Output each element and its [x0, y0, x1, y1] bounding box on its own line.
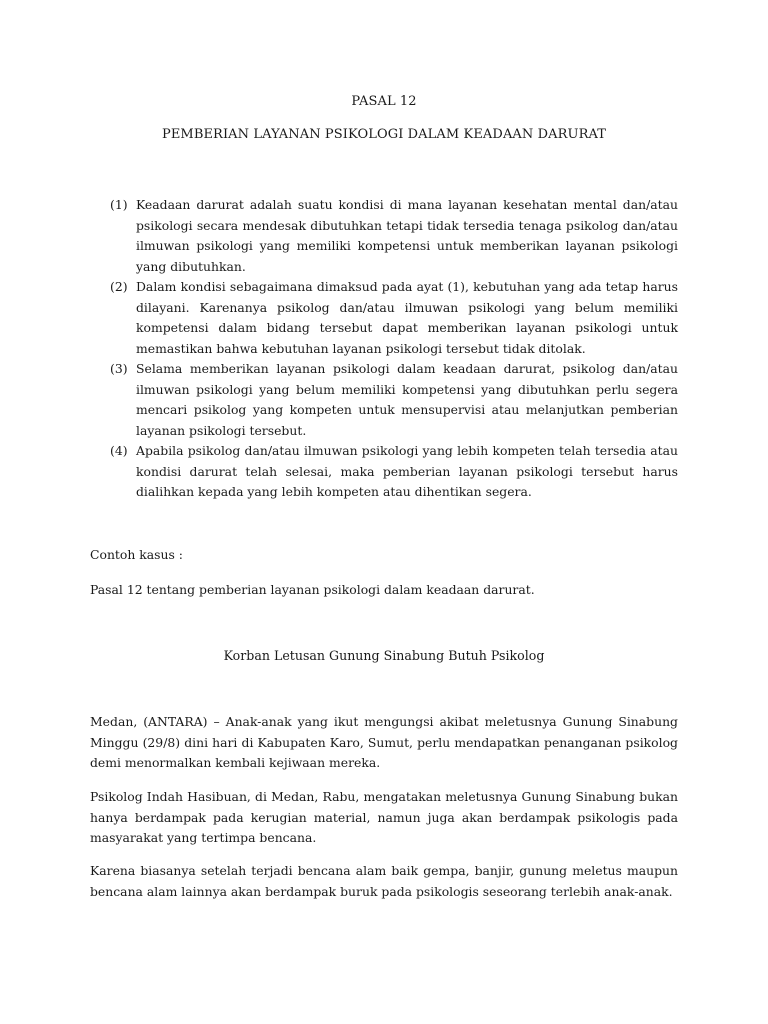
clause-number: (2) [110, 279, 128, 294]
clause-number: (3) [110, 361, 128, 376]
clause-item [110, 359, 678, 441]
document-title: PASAL 12 [351, 94, 417, 109]
news-paragraph: Medan, (ANTARA) – Anak-anak yang ikut mengungsi akibat meletusnya Gunung Sinabung Minggu (29/8) dini hari di Kabupaten Karo, Sumut, perlu mendapatkan penanganan psikolog demi menormalkan kembali kejiwaan mereka. [90, 714, 678, 770]
clause-text: Keadaan darurat adalah suatu kondisi di mana layanan kesehatan mental dan/atau psikologi secara mendesak dibutuhkan tetapi tidak tersedia tenaga psikolog dan/atau ilmuwan psikologi yang memiliki kompetensi untuk memberikan layanan psikologi yang dibutuhkan. [136, 197, 678, 274]
news-paragraph: Karena biasanya setelah terjadi bencana alam baik gempa, banjir, gunung meletus maupun bencana alam lainnya akan berdampak buruk pada psikologis seseorang terlebih anak-anak. [90, 863, 678, 899]
document-subtitle: PEMBERIAN LAYANAN PSIKOLOGI DALAM KEADAAN DARURAT [161, 127, 607, 142]
clause-item [110, 441, 678, 503]
news-article-title: Korban Letusan Gunung Sinabung Butuh Psikolog [223, 648, 545, 663]
clause-number: (4) [110, 443, 128, 458]
pasal-note: Pasal 12 tentang pemberian layanan psikologi dalam keadaan darurat. [90, 582, 535, 597]
clause-item [110, 277, 678, 359]
news-paragraph: Psikolog Indah Hasibuan, di Medan, Rabu, mengatakan meletusnya Gunung Sinabung bukan hanya berdampak pada kerugian material, namun juga akan berdampak psikologis pada masyarakat yang tertimpa bencana. [90, 789, 678, 845]
clause-text: Apabila psikolog dan/atau ilmuwan psikologi yang lebih kompeten telah tersedia atau kondisi darurat telah selesai, maka pemberian layanan psikologi tersebut harus dialihkan kepada yang lebih kompeten atau dihentikan segera. [136, 443, 678, 499]
example-case-label: Contoh kasus : [90, 547, 183, 562]
clause-text: Selama memberikan layanan psikologi dalam keadaan darurat, psikolog dan/atau ilmuwan psikologi yang belum memiliki kompetensi yang dibutuhkan perlu segera mencari psikolog yang kompeten untuk mensupervisi atau melanjutkan pemberian layanan psikologi tersebut. [136, 361, 678, 438]
clause-number: (1) [110, 197, 128, 212]
article-clauses-list [110, 195, 678, 503]
clause-item [110, 195, 678, 277]
clause-text: Dalam kondisi sebagaimana dimaksud pada ayat (1), kebutuhan yang ada tetap harus dilayani. Karenanya psikolog dan/atau ilmuwan psikologi yang belum memiliki kompetensi dalam bidang tersebut dapat memberikan layanan psikologi untuk memastikan bahwa kebutuhan layanan psikologi tersebut tidak ditolak. [136, 279, 678, 356]
